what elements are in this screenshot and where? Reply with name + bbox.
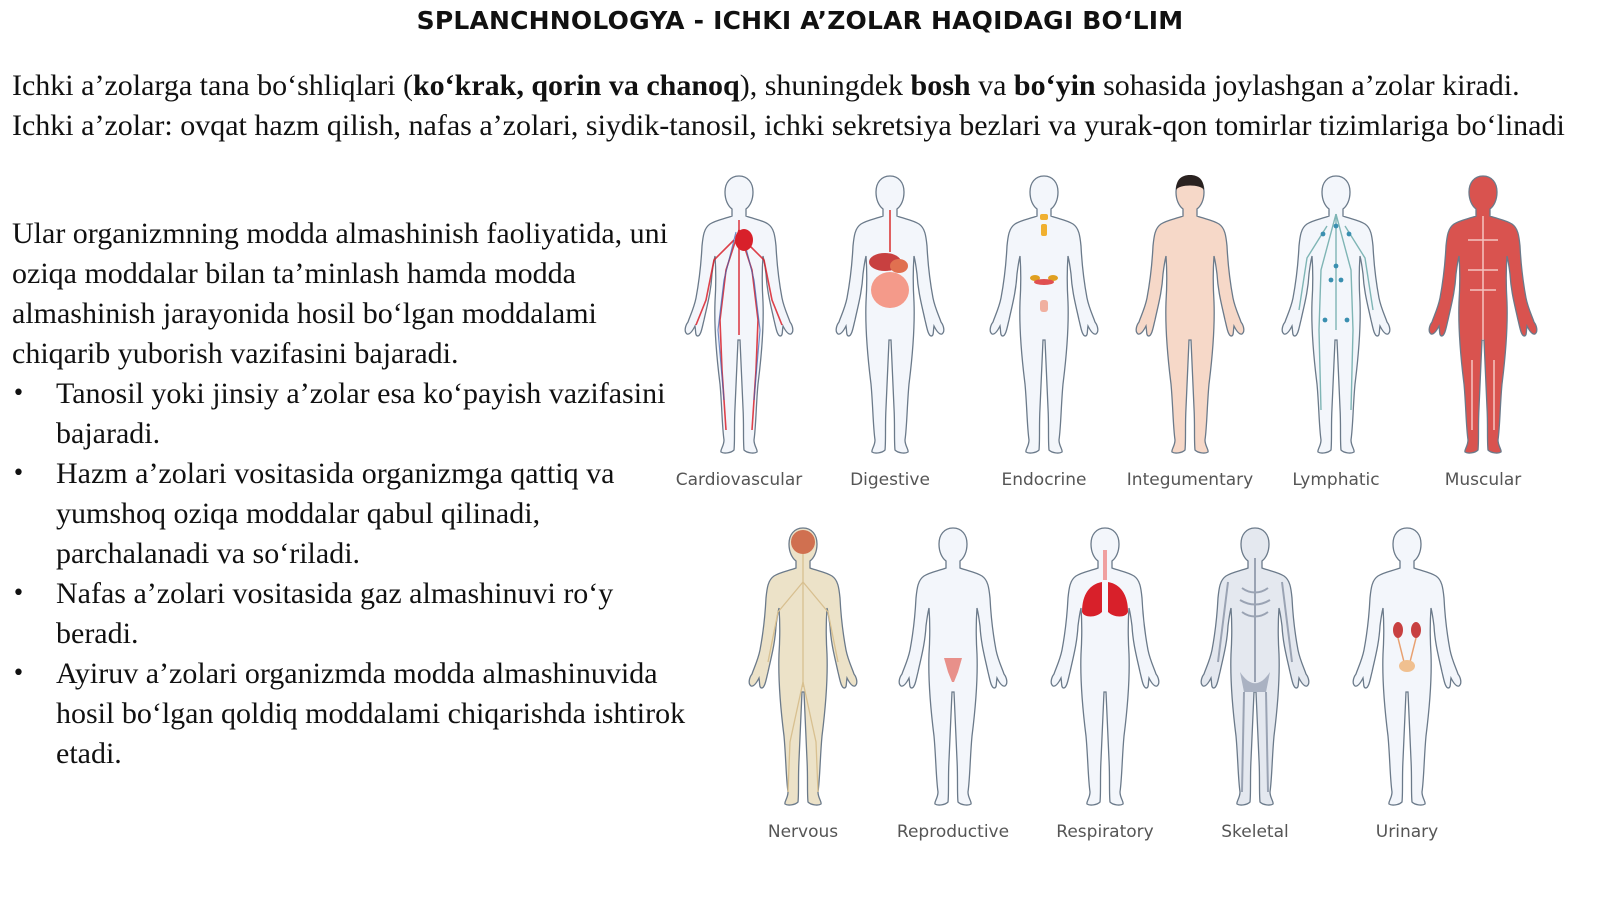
caption-lymphatic: Lymphatic — [1292, 470, 1380, 490]
caption-nervous: Nervous — [767, 822, 839, 842]
endocrine-body-icon — [969, 170, 1119, 460]
reproductive-body-icon — [878, 522, 1028, 812]
caption-skeletal: Skeletal — [1221, 822, 1289, 842]
figure-urinary — [1332, 522, 1482, 852]
caption-urinary: Urinary — [1375, 822, 1439, 842]
intro-text-3: va — [970, 69, 1014, 102]
figure-muscular — [1408, 170, 1558, 500]
bullet-text: Ayiruv a’zolari organizmda modda almashinuvida hosil bo‘lgan qoldiq moddalami chiqarishda ishtirok etadi. — [56, 657, 686, 770]
muscular-body-icon — [1408, 170, 1558, 460]
intro-text-1: Ichki a’zolarga tana bo‘shliqlari ( — [12, 69, 413, 102]
intro-text-4: sohasida joylashgan a’zolar kiradi. Ichki a’zolar: ovqat hazm qilish, nafas a’zolari, siydik-tanosil, ichki sekretsiya bezlari va yurak-qon tomirlar tizimlariga bo‘linadi — [12, 69, 1565, 142]
respiratory-body-icon — [1030, 522, 1180, 812]
figure-reproductive — [878, 522, 1028, 852]
figure-lymphatic — [1261, 170, 1411, 500]
intro-bold-neck: bo‘yin — [1013, 69, 1096, 102]
digestive-body-icon — [815, 170, 965, 460]
intro-bold-head: bosh — [910, 69, 971, 102]
intro-paragraph — [12, 66, 1572, 146]
bullet-icon: • — [12, 381, 25, 406]
intro-text-2: ), shuningdek — [739, 69, 911, 102]
caption-integumentary: Integumentary — [1126, 470, 1254, 490]
lymphatic-body-icon — [1261, 170, 1411, 460]
figure-digestive — [815, 170, 965, 500]
list-item — [12, 454, 692, 574]
list-item — [12, 574, 692, 654]
intro-bold-cavities: ko‘krak, qorin va chanoq — [412, 69, 740, 102]
caption-reproductive: Reproductive — [896, 822, 1010, 842]
figure-endocrine — [969, 170, 1119, 500]
cardiovascular-body-icon — [664, 170, 814, 460]
list-item — [12, 374, 692, 454]
bullet-icon: • — [12, 581, 25, 606]
integumentary-body-icon — [1115, 170, 1265, 460]
figure-respiratory — [1030, 522, 1180, 852]
bullet-text: Tanosil yoki jinsiy a’zolar esa ko‘payish vazifasini bajaradi. — [56, 377, 666, 450]
slide-title: SPLANCHNOLOGYA - ICHKI A’ZOLAR HAQIDAGI BO‘LIM — [416, 6, 1184, 35]
figure-integumentary — [1115, 170, 1265, 500]
skeletal-body-icon — [1180, 522, 1330, 812]
bullet-text: Nafas a’zolari vositasida gaz almashinuvi ro‘y beradi. — [56, 577, 614, 650]
bullet-text: Hazm a’zolari vositasida organizmga qattiq va yumshoq oziqa moddalar qabul qilinadi, parchalanadi va so‘riladi. — [56, 457, 615, 570]
urinary-body-icon — [1332, 522, 1482, 812]
caption-respiratory: Respiratory — [1056, 822, 1154, 842]
figure-nervous — [728, 522, 878, 852]
caption-digestive: Digestive — [850, 470, 930, 490]
caption-cardiovascular: Cardiovascular — [675, 470, 803, 490]
nervous-body-icon — [728, 522, 878, 812]
bullet-icon: • — [12, 461, 25, 486]
bullet-list — [12, 374, 692, 774]
lead-paragraph: Ular organizmning modda almashinish faoliyatida, uni oziqa moddalar bilan ta’minlash hamda modda almashinish jarayonida hosil bo‘lgan moddalami chiqarib yuborish vazifasini bajaradi. — [12, 217, 668, 370]
figure-cardiovascular — [664, 170, 814, 500]
bullet-icon: • — [12, 661, 25, 686]
caption-endocrine: Endocrine — [1001, 470, 1087, 490]
figure-skeletal — [1180, 522, 1330, 852]
list-item — [12, 654, 692, 774]
caption-muscular: Muscular — [1444, 470, 1522, 490]
